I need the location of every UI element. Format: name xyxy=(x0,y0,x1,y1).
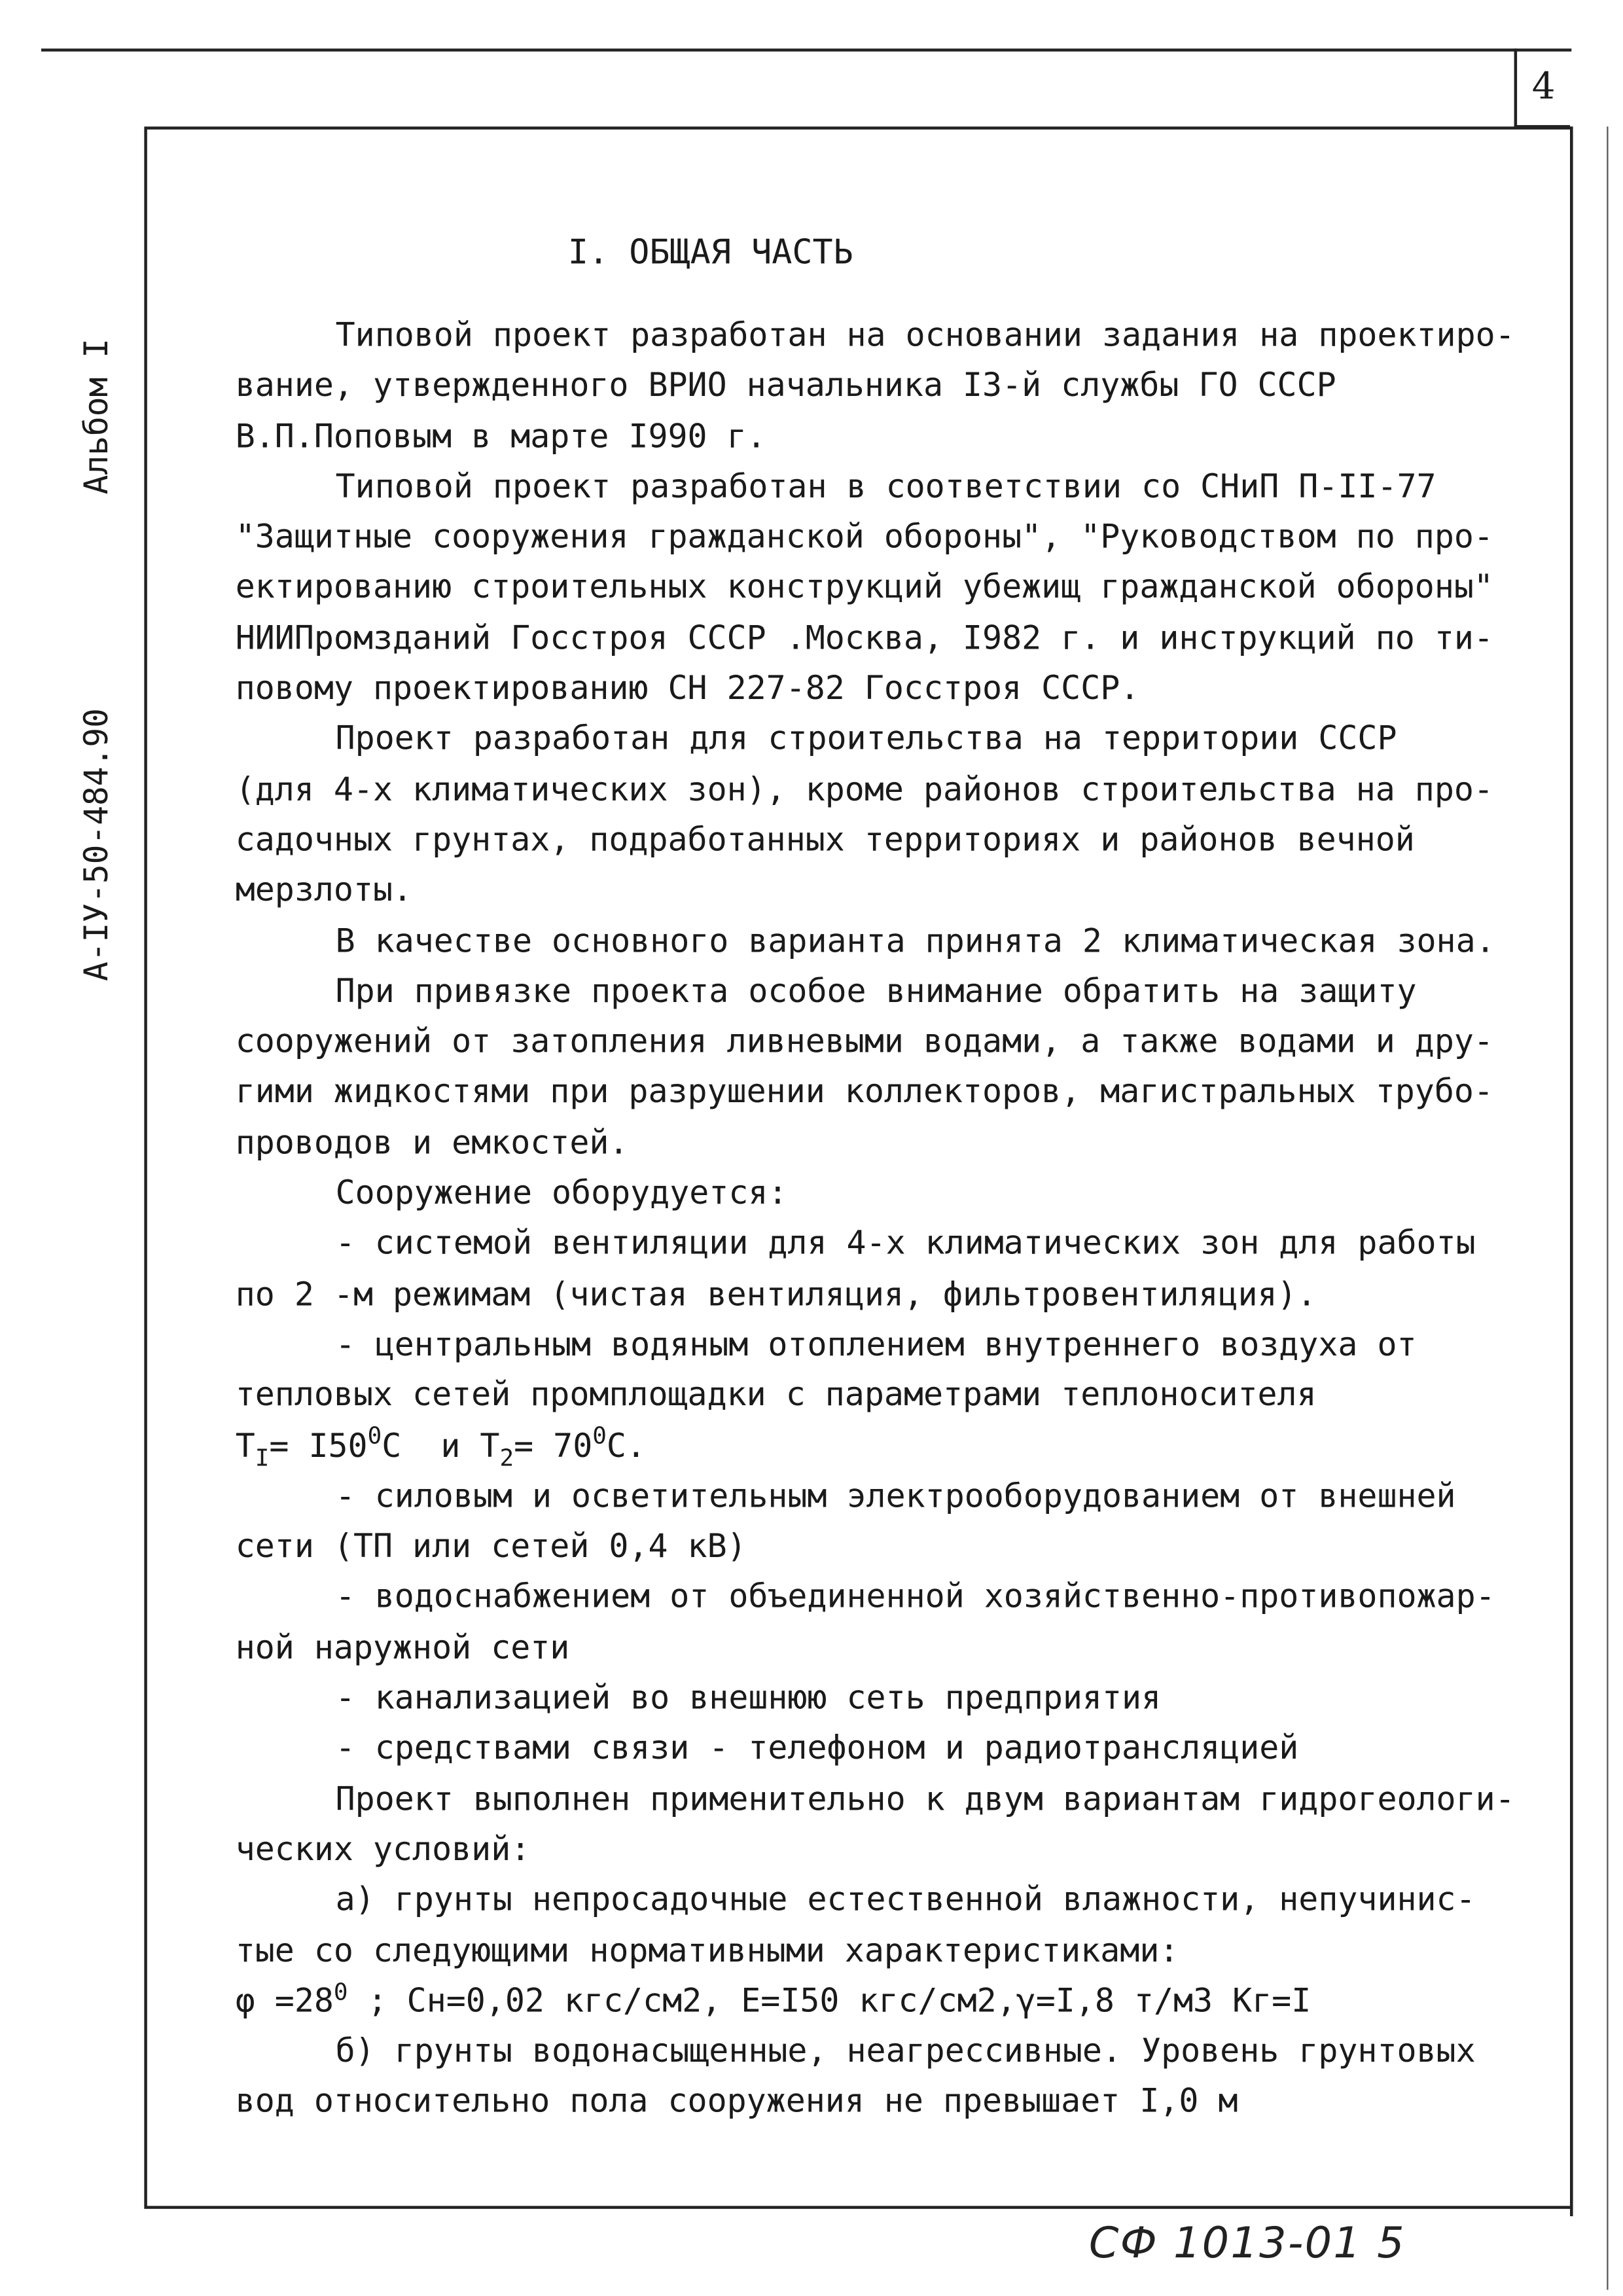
and-word: и xyxy=(440,1426,461,1465)
temperature-line xyxy=(236,1421,1560,1471)
text-line: Проект выполнен применительно к двум вариантам гидрогеологи- xyxy=(335,1780,1515,1819)
text-line: В качестве основного варианта принята 2 климатическая зона. xyxy=(335,922,1495,961)
text-line: - системой вентиляции для 4-х климатических зон для работы xyxy=(335,1225,1476,1263)
body-text xyxy=(236,310,1560,2127)
text-line: садочных грунтах, подработанных территориях и районов вечной xyxy=(235,821,1415,859)
text-line: вод относительно пола сооружения не превышает I,0 м xyxy=(235,2083,1238,2121)
soil-parameters-line xyxy=(236,1976,1560,2026)
text-line: При привязке проекта особое внимание обратить на защиту xyxy=(335,972,1417,1011)
page-number: 4 xyxy=(1514,48,1570,128)
t1-degree: 0 xyxy=(367,1422,382,1450)
t2-subscript: 2 xyxy=(499,1444,514,1472)
text-line: НИИПромзданий Госстроя СССР .Москва, I982 г. и инструкций по ти- xyxy=(235,619,1493,658)
text-line: сети (ТП или сетей 0,4 кВ) xyxy=(235,1528,747,1566)
section-heading: I. ОБЩАЯ ЧАСТЬ xyxy=(567,234,853,272)
frame-right-edge xyxy=(1607,126,1608,2289)
album-label: Альбом I xyxy=(79,338,116,495)
t1-unit: C xyxy=(382,1426,402,1465)
text-line: Проект разработан для строительства на территории СССР xyxy=(335,720,1397,759)
text-line: - центральным водяным отоплением внутреннего воздуха от xyxy=(335,1325,1417,1365)
text-line: вание, утвержденного ВРИО начальника I3-й службы ГО СССР xyxy=(235,367,1336,405)
t2-unit: C. xyxy=(606,1426,646,1465)
text-line: гими жидкостями при разрушении коллекторов, магистральных трубо- xyxy=(235,1073,1493,1112)
text-line: (для 4-х климатических зон), кроме районов строительства на про- xyxy=(235,770,1493,809)
top-rule xyxy=(41,48,1571,51)
text-line: сооружений от затопления ливневыми водами, а также водами и дру- xyxy=(235,1022,1493,1062)
text-line: Типовой проект разработан в соответствии со СНиП П-II-77 xyxy=(335,467,1436,507)
text-line: а) грунты непросадочные естественной влажности, непучинис- xyxy=(335,1880,1476,1920)
text-line: "Защитные сооружения гражданской обороны", "Руководством по про- xyxy=(235,518,1493,557)
text-line: ческих условий: xyxy=(235,1830,531,1869)
soil-parameters: ; Сн=0,02 кгс/см2, Е=I50 кгс/см2,γ=I,8 т/м3 Кг=I xyxy=(348,1982,1311,2020)
text-line: - силовым и осветительным электрооборудованием от внешней xyxy=(335,1477,1456,1516)
t2-value: = 70 xyxy=(514,1426,593,1465)
text-line: - водоснабжением от объединенной хозяйственно-противопожар- xyxy=(335,1578,1495,1617)
t1-subscript: I xyxy=(255,1444,270,1472)
t2-symbol: T xyxy=(480,1426,500,1465)
text-line: ектированию строительных конструкций убежищ гражданской обороны" xyxy=(235,568,1493,607)
text-line: - канализацией во внешнюю сеть предприятия xyxy=(335,1679,1162,1717)
text-line: б) грунты водонасыщенные, неагрессивные. Уровень грунтовых xyxy=(335,2032,1476,2071)
text-line: ной наружной сети xyxy=(235,1628,570,1667)
text-line: по 2 -м режимам (чистая вентиляция, фильтровентиляция). xyxy=(235,1275,1317,1314)
text-line: В.П.Поповым в марте I990 г. xyxy=(235,417,766,456)
frame-right-line xyxy=(1570,126,1573,2216)
text-line: мерзлоты. xyxy=(235,871,413,910)
document-stamp: СФ 1013-01 5 xyxy=(1088,2217,1406,2268)
text-line: Сооружение оборудуется: xyxy=(335,1174,788,1213)
text-line: Типовой проект разработан на основании задания на проектиро- xyxy=(335,316,1515,355)
text-line: - средствами связи - телефоном и радиотрансляцией xyxy=(335,1729,1299,1768)
text-line: повому проектированию СН 227-82 Госстроя СССР. xyxy=(235,670,1140,708)
text-line: тые со следующими нормативными характеристиками: xyxy=(235,1931,1179,1970)
t1-symbol: T xyxy=(235,1426,255,1465)
text-line: тепловых сетей промплощадки с параметрами теплоносителя xyxy=(235,1376,1317,1415)
text-line: проводов и емкостей. xyxy=(235,1124,629,1162)
phi-value: φ =28 xyxy=(235,1982,334,2020)
document-code: А-IУ-50-484.90 xyxy=(79,708,116,982)
t2-degree: 0 xyxy=(592,1422,607,1450)
phi-degree: 0 xyxy=(333,1977,348,2005)
t1-value: = I50 xyxy=(269,1426,368,1465)
